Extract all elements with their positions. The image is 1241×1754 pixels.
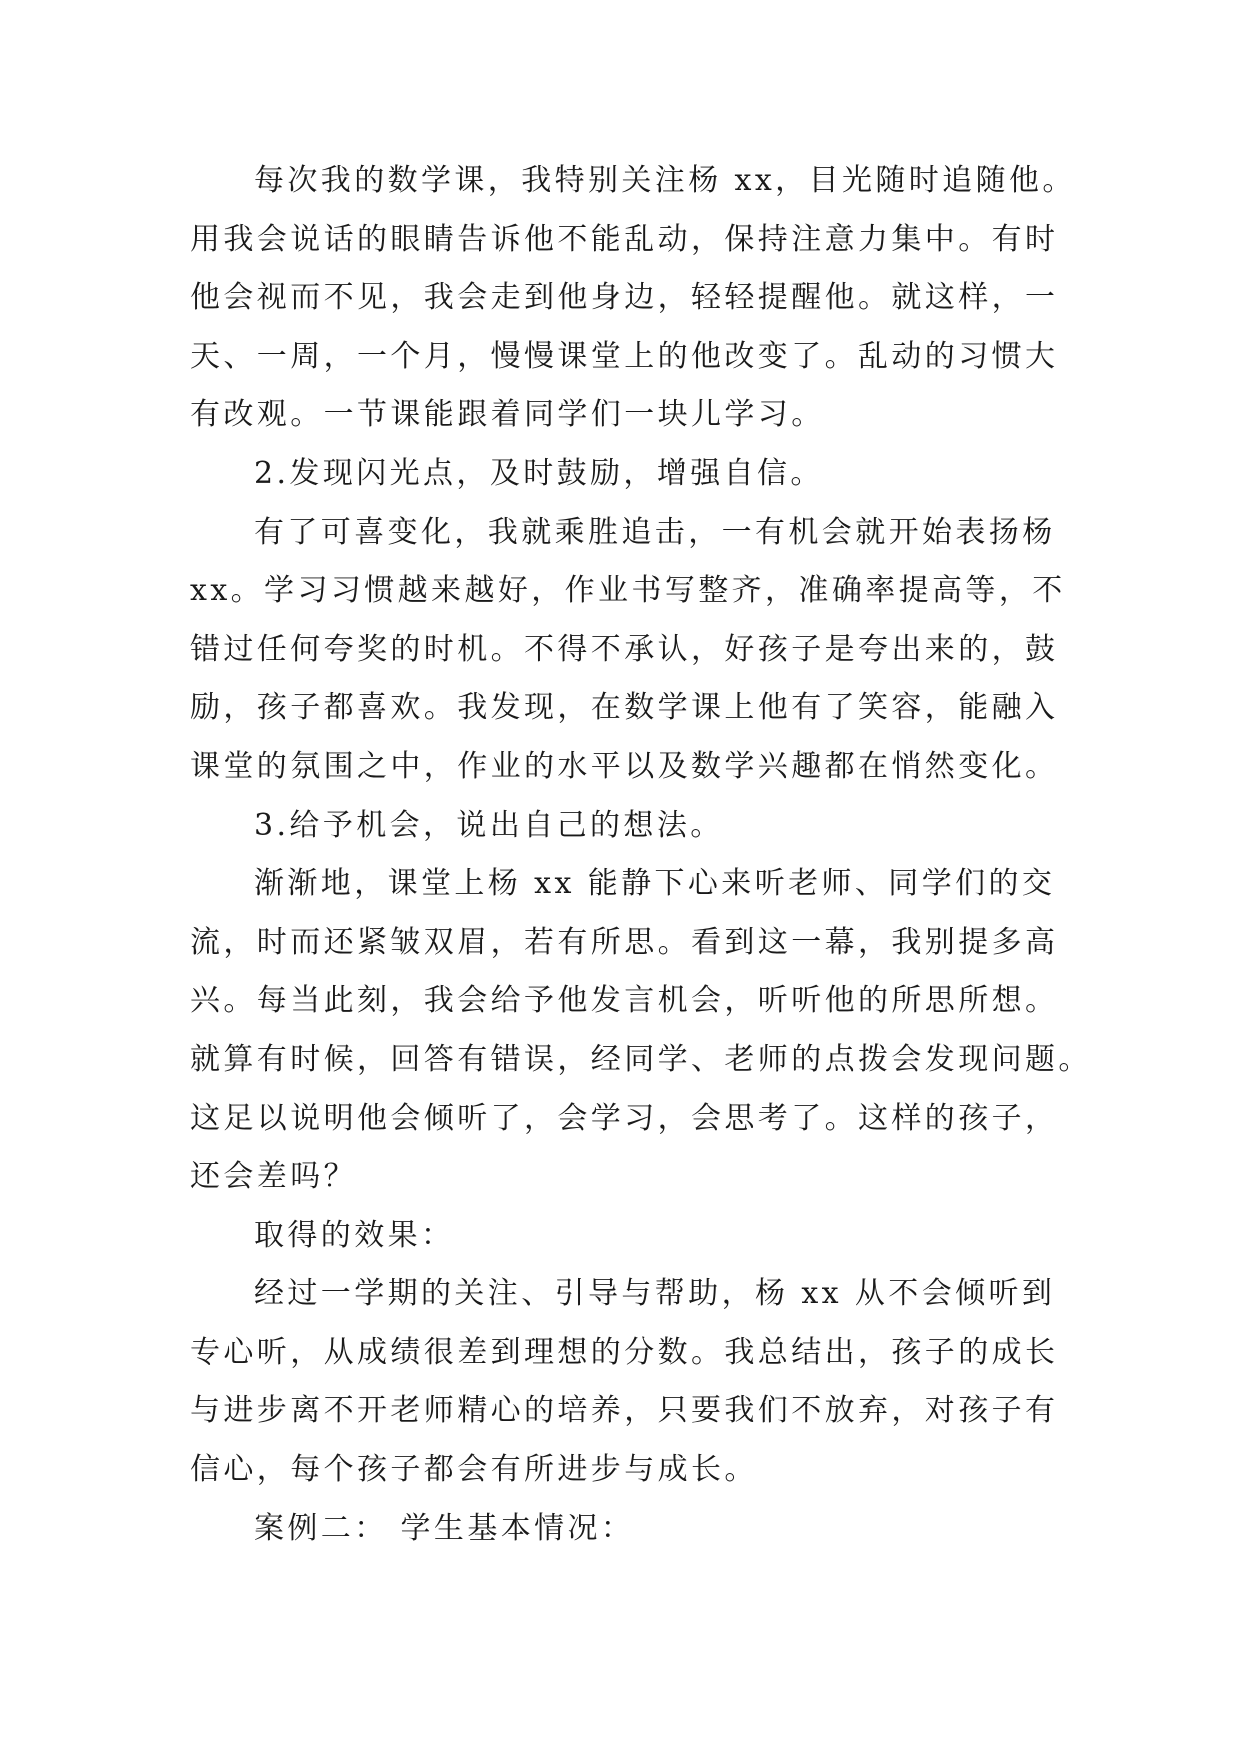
text-line: 课堂的氛围之中，作业的水平以及数学兴趣都在悄然变化。 xyxy=(190,748,1059,784)
paragraph-opportunity xyxy=(190,855,1092,1207)
text-line: 他会视而不见，我会走到他身边，轻轻提醒他。就这样，一 xyxy=(190,280,1059,316)
text-line: 流，时而还紧皱双眉，若有所思。看到这一幕，我别提多高 xyxy=(190,924,1059,960)
text-line: 专心听，从成绩很差到理想的分数。我总结出，孩子的成长 xyxy=(190,1334,1059,1370)
text-line: 这足以说明他会倾听了，会学习，会思考了。这样的孩子， xyxy=(190,1100,1059,1136)
text-line: xx。学习习惯越来越好，作业书写整齐，准确率提高等，不 xyxy=(190,573,1066,609)
text-line: 与进步离不开老师精心的培养，只要我们不放弃，对孩子有 xyxy=(190,1393,1059,1429)
text-line: 取得的效果： xyxy=(254,1217,455,1253)
heading-case-two xyxy=(190,1500,1070,1559)
document-body xyxy=(190,152,1092,1558)
heading-point-2 xyxy=(190,445,1070,504)
text-line: 渐渐地，课堂上杨 xx 能静下心来听老师、同学们的交 xyxy=(254,866,1056,902)
text-line: 兴。每当此刻，我会给予他发言机会，听听他的所思所想。 xyxy=(190,983,1059,1019)
text-line: 案例二： 学生基本情况： xyxy=(254,1510,635,1546)
text-line: 还会差吗？ xyxy=(190,1159,357,1195)
paragraph-results xyxy=(190,1265,1070,1499)
text-line: 每次我的数学课，我特别关注杨 xx，目光随时追随他。 xyxy=(254,163,1076,198)
text-line: 有改观。一节课能跟着同学们一块儿学习。 xyxy=(190,397,825,433)
text-line: 用我会说话的眼睛告诉他不能乱动，保持注意力集中。有时 xyxy=(190,221,1059,257)
text-line: 就算有时候，回答有错误，经同学、老师的点拨会发现问题。 xyxy=(190,1041,1092,1077)
heading-point-3 xyxy=(190,797,1070,856)
text-line: 信心，每个孩子都会有所进步与成长。 xyxy=(190,1452,758,1488)
text-line: 错过任何夸奖的时机。不得不承认，好孩子是夸出来的，鼓 xyxy=(190,631,1059,667)
paragraph-praise xyxy=(190,504,1070,797)
text-line: 有了可喜变化，我就乘胜追击，一有机会就开始表扬杨 xyxy=(254,514,1056,550)
text-line: 励，孩子都喜欢。我发现，在数学课上他有了笑容，能融入 xyxy=(190,690,1059,726)
text-line: 2.发现闪光点，及时鼓励，增强自信。 xyxy=(254,455,824,491)
text-line: 3.给予机会，说出自己的想法。 xyxy=(254,807,724,843)
paragraph-observation xyxy=(190,152,1076,445)
text-line: 天、一周，一个月，慢慢课堂上的他改变了。乱动的习惯大 xyxy=(190,338,1059,374)
heading-results xyxy=(190,1207,1070,1266)
text-line: 经过一学期的关注、引导与帮助，杨 xx 从不会倾听到 xyxy=(254,1276,1056,1312)
